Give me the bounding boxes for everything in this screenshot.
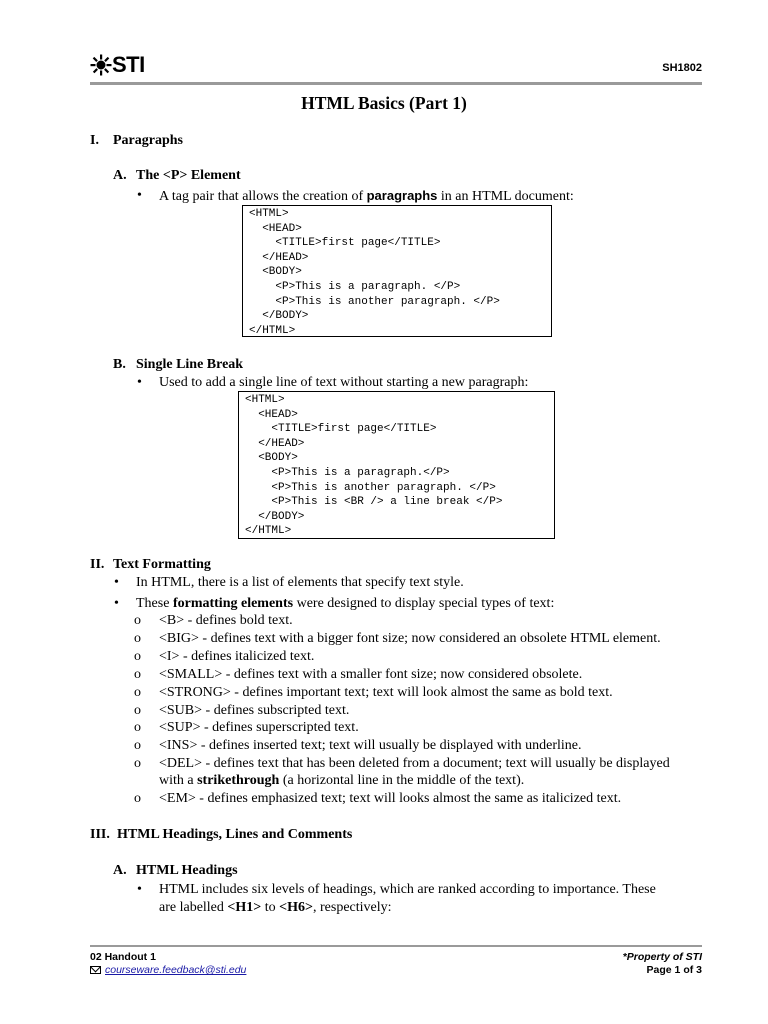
code-line: </HTML> — [245, 525, 292, 538]
logo-text: STI — [112, 52, 145, 77]
section-1-number: I. — [90, 133, 99, 148]
bullet-line-break-desc: Used to add a single line of text without starting a new paragraph: — [159, 375, 529, 390]
subsection-1a-heading: The <P> Element — [136, 168, 241, 183]
list-item: <SUB> - defines subscripted text. — [159, 702, 350, 718]
list-item: <SUP> - defines superscripted text. — [159, 720, 359, 736]
list-item-marker: o — [134, 756, 141, 772]
code-line: <P>This is a paragraph. </P> — [249, 280, 461, 293]
list-item-marker: o — [134, 684, 141, 700]
list-item-marker: o — [134, 613, 141, 628]
code-line: </BODY> — [249, 310, 309, 323]
code-line: <P>This is a paragraph.</P> — [245, 466, 450, 479]
code-line: <HTML> — [249, 208, 289, 220]
section-3-heading: HTML Headings, Lines and Comments — [117, 827, 353, 842]
code-line: </BODY> — [245, 510, 305, 523]
bullet-dot: • — [114, 596, 119, 611]
feedback-email-link[interactable]: courseware.feedback@sti.edu — [105, 964, 247, 976]
list-item: <BIG> - defines text with a bigger font size; now considered an obsolete HTML element. — [159, 630, 661, 646]
section-2-heading: Text Formatting — [113, 557, 211, 572]
list-item-marker: o — [134, 738, 141, 754]
code-line: <P>This is another paragraph. </P> — [249, 295, 500, 308]
code-line: <TITLE>first page</TITLE> — [249, 237, 441, 250]
bullet-dot: • — [137, 882, 142, 897]
code-line: <BODY> — [249, 266, 302, 279]
list-item-continuation: with a strikethrough (a horizontal line in the middle of the text). — [159, 773, 525, 788]
sti-logo-icon — [90, 54, 112, 76]
list-item: <SMALL> - defines text with a smaller font size; now considered obsolete. — [159, 666, 583, 682]
headings-desc-line-2: are labelled <H1> to <H6>, respectively: — [159, 900, 392, 915]
subsection-3a-heading: HTML Headings — [136, 863, 238, 878]
list-item: <I> - defines italicized text. — [159, 648, 315, 664]
sti-logo — [90, 52, 145, 78]
feedback-email-row — [90, 964, 246, 977]
section-3-number: III. — [90, 827, 110, 842]
page-number: Page 1 of 3 — [646, 964, 702, 976]
list-item-marker: o — [134, 630, 141, 646]
code-line: </HEAD> — [249, 251, 309, 264]
subsection-1b-number: B. — [113, 357, 126, 372]
code-line: </HTML> — [249, 324, 296, 337]
property-label: *Property of STI — [622, 951, 702, 963]
bullet-dot: • — [137, 375, 142, 390]
list-item: <EM> - defines emphasized text; text will looks almost the same as italicized text. — [159, 791, 622, 806]
code-example-paragraph — [242, 205, 552, 337]
list-item: <STRONG> - defines important text; text will look almost the same as bold text. — [159, 684, 613, 700]
list-item-marker: o — [134, 702, 141, 718]
bullet-paragraph-desc: A tag pair that allows the creation of paragraphs in an HTML document: — [159, 188, 574, 204]
page-title: HTML Basics (Part 1) — [301, 93, 467, 113]
bullet-text-style: In HTML, there is a list of elements that specify text style. — [136, 575, 464, 590]
section-2-number: II. — [90, 557, 105, 572]
subsection-1a-number: A. — [113, 168, 127, 183]
page-header — [90, 50, 702, 82]
code-line: <P>This is another paragraph. </P> — [245, 481, 496, 494]
list-item-marker: o — [134, 648, 141, 664]
list-item-marker: o — [134, 666, 141, 682]
subsection-3a-number: A. — [113, 863, 127, 878]
footer-divider — [90, 945, 702, 947]
list-item: <INS> - defines inserted text; text will usually be displayed with underline. — [159, 738, 582, 754]
code-line: <HEAD> — [245, 408, 298, 421]
code-line: </HEAD> — [245, 437, 305, 450]
section-1-heading: Paragraphs — [113, 133, 183, 148]
code-line: <HTML> — [245, 394, 285, 406]
code-example-line-break — [238, 391, 555, 539]
list-item: <DEL> - defines text that has been deleted from a document; text will usually be displayed — [159, 756, 670, 772]
code-line: <P>This is <BR /> a line break </P> — [245, 496, 503, 509]
mail-icon — [90, 966, 101, 974]
headings-desc-line-1: HTML includes six levels of headings, which are ranked according to importance. These — [159, 882, 656, 897]
code-line: <TITLE>first page</TITLE> — [245, 423, 437, 436]
code-line: <BODY> — [245, 452, 298, 465]
subsection-1b-heading: Single Line Break — [136, 357, 244, 372]
handout-label: 02 Handout 1 — [90, 951, 156, 963]
list-item: <B> - defines bold text. — [159, 613, 293, 628]
header-divider — [90, 82, 702, 85]
list-item-marker: o — [134, 720, 141, 736]
bullet-formatting-elements: These formatting elements were designed to display special types of text: — [136, 596, 555, 611]
bullet-dot: • — [137, 188, 142, 203]
code-line: <HEAD> — [249, 222, 302, 235]
bullet-dot: • — [114, 575, 119, 590]
document-code: SH1802 — [662, 62, 702, 74]
list-item-marker: o — [134, 791, 141, 806]
